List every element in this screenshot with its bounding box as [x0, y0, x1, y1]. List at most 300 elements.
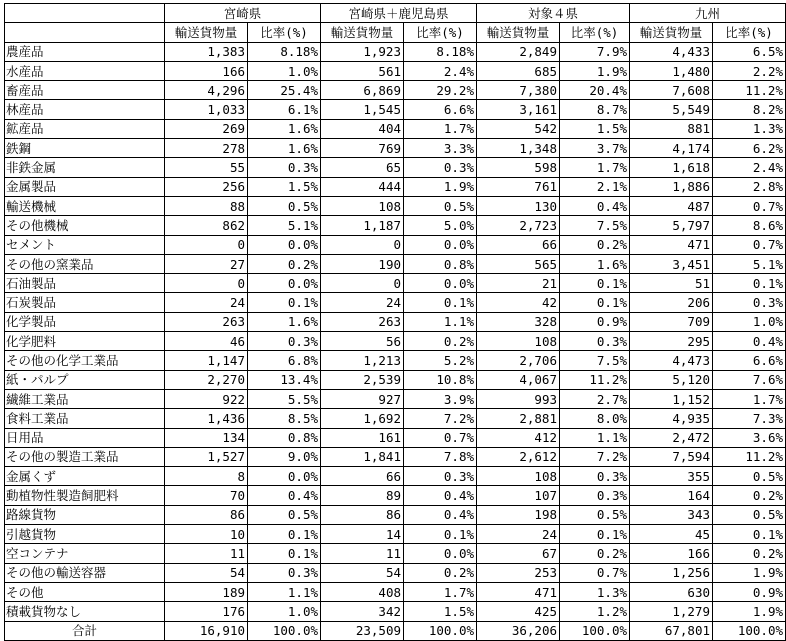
ratio-cell: 2.2%	[713, 61, 786, 80]
ratio-cell: 13.4%	[248, 370, 321, 389]
volume-cell: 164	[630, 486, 713, 505]
volume-cell: 561	[321, 61, 404, 80]
volume-cell: 1,436	[165, 409, 248, 428]
corner-cell	[5, 23, 165, 42]
volume-cell: 56	[321, 332, 404, 351]
volume-cell: 425	[477, 602, 560, 621]
ratio-cell: 0.5%	[248, 505, 321, 524]
row-label: 畜産品	[5, 81, 165, 100]
ratio-cell: 1.9%	[713, 563, 786, 582]
table-row	[5, 544, 786, 563]
ratio-cell: 1.6%	[248, 312, 321, 331]
volume-cell: 51	[630, 274, 713, 293]
table-row	[5, 428, 786, 447]
volume-cell: 189	[165, 582, 248, 601]
ratio-cell: 5.1%	[713, 254, 786, 273]
row-label: 空コンテナ	[5, 544, 165, 563]
volume-cell: 130	[477, 196, 560, 215]
ratio-cell: 0.4%	[560, 196, 630, 215]
table-row	[5, 563, 786, 582]
ratio-cell: 0.1%	[248, 525, 321, 544]
sub-header-row	[5, 23, 786, 42]
volume-cell: 343	[630, 505, 713, 524]
row-label: 農産品	[5, 42, 165, 61]
sub-header-volume: 輸送貨物量	[477, 23, 560, 42]
volume-cell: 471	[630, 235, 713, 254]
ratio-cell: 2.1%	[560, 177, 630, 196]
ratio-cell: 7.2%	[560, 447, 630, 466]
ratio-cell: 10.8%	[404, 370, 477, 389]
volume-cell: 2,472	[630, 428, 713, 447]
volume-cell: 1,618	[630, 158, 713, 177]
volume-cell: 1,147	[165, 351, 248, 370]
ratio-cell: 0.0%	[248, 274, 321, 293]
row-label: 繊維工業品	[5, 389, 165, 408]
table-row	[5, 312, 786, 331]
volume-cell: 8	[165, 467, 248, 486]
volume-cell: 7,380	[477, 81, 560, 100]
ratio-cell: 0.5%	[404, 196, 477, 215]
volume-cell: 3,161	[477, 100, 560, 119]
volume-cell: 709	[630, 312, 713, 331]
volume-cell: 2,539	[321, 370, 404, 389]
ratio-cell: 0.2%	[560, 544, 630, 563]
volume-cell: 993	[477, 389, 560, 408]
volume-cell: 542	[477, 119, 560, 138]
ratio-cell: 1.0%	[248, 61, 321, 80]
volume-cell: 256	[165, 177, 248, 196]
volume-cell: 134	[165, 428, 248, 447]
ratio-cell: 0.2%	[248, 254, 321, 273]
ratio-cell: 1.3%	[560, 582, 630, 601]
volume-cell: 86	[165, 505, 248, 524]
volume-cell: 342	[321, 602, 404, 621]
volume-cell: 278	[165, 139, 248, 158]
volume-cell: 0	[321, 274, 404, 293]
ratio-cell: 7.9%	[560, 42, 630, 61]
ratio-cell: 1.9%	[560, 61, 630, 80]
ratio-cell: 0.2%	[560, 235, 630, 254]
ratio-cell: 0.8%	[404, 254, 477, 273]
volume-cell: 471	[477, 582, 560, 601]
volume-cell: 14	[321, 525, 404, 544]
ratio-cell: 0.4%	[713, 332, 786, 351]
volume-cell: 862	[165, 216, 248, 235]
ratio-cell: 8.18%	[404, 42, 477, 61]
ratio-cell: 0.1%	[713, 274, 786, 293]
table-body	[5, 42, 786, 640]
group-header: 九州	[630, 4, 786, 23]
volume-cell: 4,174	[630, 139, 713, 158]
volume-cell: 2,706	[477, 351, 560, 370]
row-label: 引越貨物	[5, 525, 165, 544]
volume-cell: 1,886	[630, 177, 713, 196]
ratio-cell: 11.2%	[560, 370, 630, 389]
table-row	[5, 332, 786, 351]
volume-cell: 2,723	[477, 216, 560, 235]
ratio-cell: 0.3%	[404, 467, 477, 486]
volume-cell: 24	[165, 293, 248, 312]
row-label: その他の窯業品	[5, 254, 165, 273]
ratio-cell: 1.7%	[713, 389, 786, 408]
ratio-cell: 0.7%	[560, 563, 630, 582]
row-label: その他の製造工業品	[5, 447, 165, 466]
volume-cell: 1,152	[630, 389, 713, 408]
table-row	[5, 254, 786, 273]
ratio-cell: 1.1%	[248, 582, 321, 601]
volume-cell: 355	[630, 467, 713, 486]
volume-cell: 2,881	[477, 409, 560, 428]
table-row	[5, 100, 786, 119]
ratio-cell: 0.1%	[560, 525, 630, 544]
ratio-cell: 20.4%	[560, 81, 630, 100]
row-label: 鉄鋼	[5, 139, 165, 158]
table-row	[5, 409, 786, 428]
table-row	[5, 582, 786, 601]
row-label: 日用品	[5, 428, 165, 447]
volume-cell: 190	[321, 254, 404, 273]
volume-cell: 1,348	[477, 139, 560, 158]
volume-cell: 11	[165, 544, 248, 563]
ratio-cell: 0.3%	[248, 563, 321, 582]
ratio-cell: 7.5%	[560, 216, 630, 235]
volume-cell: 1,033	[165, 100, 248, 119]
volume-cell: 3,451	[630, 254, 713, 273]
volume-cell: 1,923	[321, 42, 404, 61]
ratio-cell: 0.2%	[404, 563, 477, 582]
volume-cell: 0	[165, 274, 248, 293]
ratio-cell: 7.3%	[713, 409, 786, 428]
ratio-cell: 0.0%	[404, 274, 477, 293]
volume-cell: 161	[321, 428, 404, 447]
group-header: 対象４県	[477, 4, 630, 23]
ratio-cell: 8.18%	[248, 42, 321, 61]
volume-cell: 565	[477, 254, 560, 273]
volume-cell: 176	[165, 602, 248, 621]
volume-cell: 6,869	[321, 81, 404, 100]
volume-cell: 4,473	[630, 351, 713, 370]
ratio-cell: 0.4%	[404, 505, 477, 524]
ratio-cell: 1.0%	[248, 602, 321, 621]
ratio-cell: 0.8%	[248, 428, 321, 447]
volume-cell: 761	[477, 177, 560, 196]
ratio-cell: 1.3%	[713, 119, 786, 138]
ratio-cell: 7.8%	[404, 447, 477, 466]
table-row	[5, 293, 786, 312]
sub-header-ratio: 比率(%)	[560, 23, 630, 42]
volume-cell: 65	[321, 158, 404, 177]
sub-header-ratio: 比率(%)	[713, 23, 786, 42]
table-row	[5, 274, 786, 293]
ratio-cell: 0.5%	[248, 196, 321, 215]
row-label: 石油製品	[5, 274, 165, 293]
volume-cell: 86	[321, 505, 404, 524]
volume-cell: 5,797	[630, 216, 713, 235]
ratio-cell: 3.9%	[404, 389, 477, 408]
volume-cell: 922	[165, 389, 248, 408]
ratio-cell: 0.3%	[713, 293, 786, 312]
row-label: その他の輸送容器	[5, 563, 165, 582]
ratio-cell: 100.0%	[404, 621, 477, 640]
row-label: セメント	[5, 235, 165, 254]
ratio-cell: 9.0%	[248, 447, 321, 466]
volume-cell: 66	[477, 235, 560, 254]
volume-cell: 1,841	[321, 447, 404, 466]
ratio-cell: 6.2%	[713, 139, 786, 158]
volume-cell: 206	[630, 293, 713, 312]
volume-cell: 107	[477, 486, 560, 505]
table-row	[5, 81, 786, 100]
volume-cell: 11	[321, 544, 404, 563]
volume-cell: 253	[477, 563, 560, 582]
ratio-cell: 1.1%	[404, 312, 477, 331]
volume-cell: 408	[321, 582, 404, 601]
volume-cell: 263	[165, 312, 248, 331]
sub-header-ratio: 比率(%)	[248, 23, 321, 42]
volume-cell: 412	[477, 428, 560, 447]
volume-cell: 70	[165, 486, 248, 505]
table-row	[5, 389, 786, 408]
volume-cell: 42	[477, 293, 560, 312]
ratio-cell: 2.8%	[713, 177, 786, 196]
table-row	[5, 467, 786, 486]
table-row	[5, 351, 786, 370]
ratio-cell: 0.4%	[404, 486, 477, 505]
group-header-row	[5, 4, 786, 23]
ratio-cell: 0.5%	[713, 505, 786, 524]
volume-cell: 881	[630, 119, 713, 138]
volume-cell: 21	[477, 274, 560, 293]
sub-header-volume: 輸送貨物量	[321, 23, 404, 42]
ratio-cell: 2.4%	[404, 61, 477, 80]
volume-cell: 0	[165, 235, 248, 254]
ratio-cell: 1.5%	[560, 119, 630, 138]
table-row	[5, 119, 786, 138]
row-label: 動植物性製造飼肥料	[5, 486, 165, 505]
volume-cell: 108	[477, 467, 560, 486]
ratio-cell: 0.1%	[560, 293, 630, 312]
ratio-cell: 0.7%	[713, 235, 786, 254]
volume-cell: 2,612	[477, 447, 560, 466]
row-label: 積載貨物なし	[5, 602, 165, 621]
ratio-cell: 0.7%	[404, 428, 477, 447]
volume-cell: 54	[165, 563, 248, 582]
row-label: その他機械	[5, 216, 165, 235]
ratio-cell: 7.6%	[713, 370, 786, 389]
ratio-cell: 6.1%	[248, 100, 321, 119]
volume-cell: 1,256	[630, 563, 713, 582]
volume-cell: 166	[165, 61, 248, 80]
volume-cell: 0	[321, 235, 404, 254]
ratio-cell: 1.5%	[248, 177, 321, 196]
volume-cell: 24	[321, 293, 404, 312]
total-label: 合計	[5, 621, 165, 640]
volume-cell: 7,608	[630, 81, 713, 100]
ratio-cell: 6.5%	[713, 42, 786, 61]
corner-cell	[5, 4, 165, 23]
row-label: 化学製品	[5, 312, 165, 331]
volume-cell: 66	[321, 467, 404, 486]
ratio-cell: 3.3%	[404, 139, 477, 158]
volume-cell: 444	[321, 177, 404, 196]
volume-cell: 1,692	[321, 409, 404, 428]
ratio-cell: 0.2%	[404, 332, 477, 351]
ratio-cell: 0.9%	[713, 582, 786, 601]
table-row	[5, 525, 786, 544]
ratio-cell: 6.8%	[248, 351, 321, 370]
volume-cell: 108	[477, 332, 560, 351]
table-row	[5, 447, 786, 466]
volume-cell: 67,801	[630, 621, 713, 640]
group-header: 宮崎県＋鹿児島県	[321, 4, 477, 23]
row-label: 輸送機械	[5, 196, 165, 215]
table-row	[5, 216, 786, 235]
volume-cell: 88	[165, 196, 248, 215]
ratio-cell: 1.7%	[560, 158, 630, 177]
ratio-cell: 0.3%	[248, 332, 321, 351]
ratio-cell: 11.2%	[713, 447, 786, 466]
volume-cell: 67	[477, 544, 560, 563]
ratio-cell: 25.4%	[248, 81, 321, 100]
ratio-cell: 100.0%	[713, 621, 786, 640]
ratio-cell: 1.6%	[248, 139, 321, 158]
ratio-cell: 0.2%	[713, 486, 786, 505]
ratio-cell: 0.0%	[248, 467, 321, 486]
volume-cell: 1,383	[165, 42, 248, 61]
ratio-cell: 0.0%	[404, 235, 477, 254]
volume-cell: 166	[630, 544, 713, 563]
ratio-cell: 1.2%	[560, 602, 630, 621]
ratio-cell: 1.7%	[404, 119, 477, 138]
volume-cell: 295	[630, 332, 713, 351]
volume-cell: 7,594	[630, 447, 713, 466]
volume-cell: 1,279	[630, 602, 713, 621]
volume-cell: 2,270	[165, 370, 248, 389]
ratio-cell: 1.7%	[404, 582, 477, 601]
volume-cell: 5,549	[630, 100, 713, 119]
volume-cell: 1,545	[321, 100, 404, 119]
volume-cell: 1,480	[630, 61, 713, 80]
sub-header-volume: 輸送貨物量	[630, 23, 713, 42]
ratio-cell: 1.5%	[404, 602, 477, 621]
ratio-cell: 1.6%	[560, 254, 630, 273]
row-label: 金属くず	[5, 467, 165, 486]
volume-cell: 55	[165, 158, 248, 177]
ratio-cell: 0.0%	[404, 544, 477, 563]
table-row	[5, 196, 786, 215]
ratio-cell: 0.1%	[248, 544, 321, 563]
ratio-cell: 2.4%	[713, 158, 786, 177]
volume-cell: 54	[321, 563, 404, 582]
ratio-cell: 6.6%	[404, 100, 477, 119]
volume-cell: 269	[165, 119, 248, 138]
volume-cell: 23,509	[321, 621, 404, 640]
table-row	[5, 235, 786, 254]
table-row	[5, 486, 786, 505]
volume-cell: 4,067	[477, 370, 560, 389]
volume-cell: 16,910	[165, 621, 248, 640]
ratio-cell: 8.7%	[560, 100, 630, 119]
ratio-cell: 0.3%	[560, 486, 630, 505]
ratio-cell: 1.1%	[560, 428, 630, 447]
volume-cell: 36,206	[477, 621, 560, 640]
volume-cell: 198	[477, 505, 560, 524]
row-label: 林産品	[5, 100, 165, 119]
volume-cell: 24	[477, 525, 560, 544]
row-label: 食料工業品	[5, 409, 165, 428]
volume-cell: 927	[321, 389, 404, 408]
table-row	[5, 158, 786, 177]
ratio-cell: 5.1%	[248, 216, 321, 235]
ratio-cell: 3.6%	[713, 428, 786, 447]
ratio-cell: 0.4%	[248, 486, 321, 505]
volume-cell: 1,213	[321, 351, 404, 370]
ratio-cell: 7.2%	[404, 409, 477, 428]
ratio-cell: 0.5%	[713, 467, 786, 486]
sub-header-volume: 輸送貨物量	[165, 23, 248, 42]
ratio-cell: 1.0%	[713, 312, 786, 331]
ratio-cell: 0.1%	[404, 293, 477, 312]
volume-cell: 4,433	[630, 42, 713, 61]
ratio-cell: 5.5%	[248, 389, 321, 408]
volume-cell: 1,187	[321, 216, 404, 235]
row-label: 石炭製品	[5, 293, 165, 312]
ratio-cell: 8.6%	[713, 216, 786, 235]
volume-cell: 4,296	[165, 81, 248, 100]
ratio-cell: 0.1%	[404, 525, 477, 544]
ratio-cell: 5.2%	[404, 351, 477, 370]
ratio-cell: 100.0%	[248, 621, 321, 640]
volume-cell: 685	[477, 61, 560, 80]
ratio-cell: 11.2%	[713, 81, 786, 100]
sub-header-ratio: 比率(%)	[404, 23, 477, 42]
row-label: 水産品	[5, 61, 165, 80]
volume-cell: 89	[321, 486, 404, 505]
ratio-cell: 6.6%	[713, 351, 786, 370]
volume-cell: 46	[165, 332, 248, 351]
volume-cell: 1,527	[165, 447, 248, 466]
ratio-cell: 1.9%	[404, 177, 477, 196]
volume-cell: 487	[630, 196, 713, 215]
ratio-cell: 100.0%	[560, 621, 630, 640]
volume-cell: 27	[165, 254, 248, 273]
table-row	[5, 505, 786, 524]
volume-cell: 263	[321, 312, 404, 331]
volume-cell: 10	[165, 525, 248, 544]
ratio-cell: 0.9%	[560, 312, 630, 331]
row-label: 紙・パルプ	[5, 370, 165, 389]
ratio-cell: 0.7%	[713, 196, 786, 215]
ratio-cell: 0.3%	[404, 158, 477, 177]
table-row	[5, 177, 786, 196]
freight-table	[4, 3, 786, 641]
ratio-cell: 1.6%	[248, 119, 321, 138]
row-label: 金属製品	[5, 177, 165, 196]
row-label: その他	[5, 582, 165, 601]
table-row	[5, 370, 786, 389]
volume-cell: 328	[477, 312, 560, 331]
volume-cell: 2,849	[477, 42, 560, 61]
volume-cell: 630	[630, 582, 713, 601]
ratio-cell: 8.0%	[560, 409, 630, 428]
table-row	[5, 139, 786, 158]
row-label: 化学肥料	[5, 332, 165, 351]
table-row	[5, 61, 786, 80]
ratio-cell: 0.5%	[560, 505, 630, 524]
ratio-cell: 0.3%	[560, 332, 630, 351]
volume-cell: 5,120	[630, 370, 713, 389]
row-label: その他の化学工業品	[5, 351, 165, 370]
